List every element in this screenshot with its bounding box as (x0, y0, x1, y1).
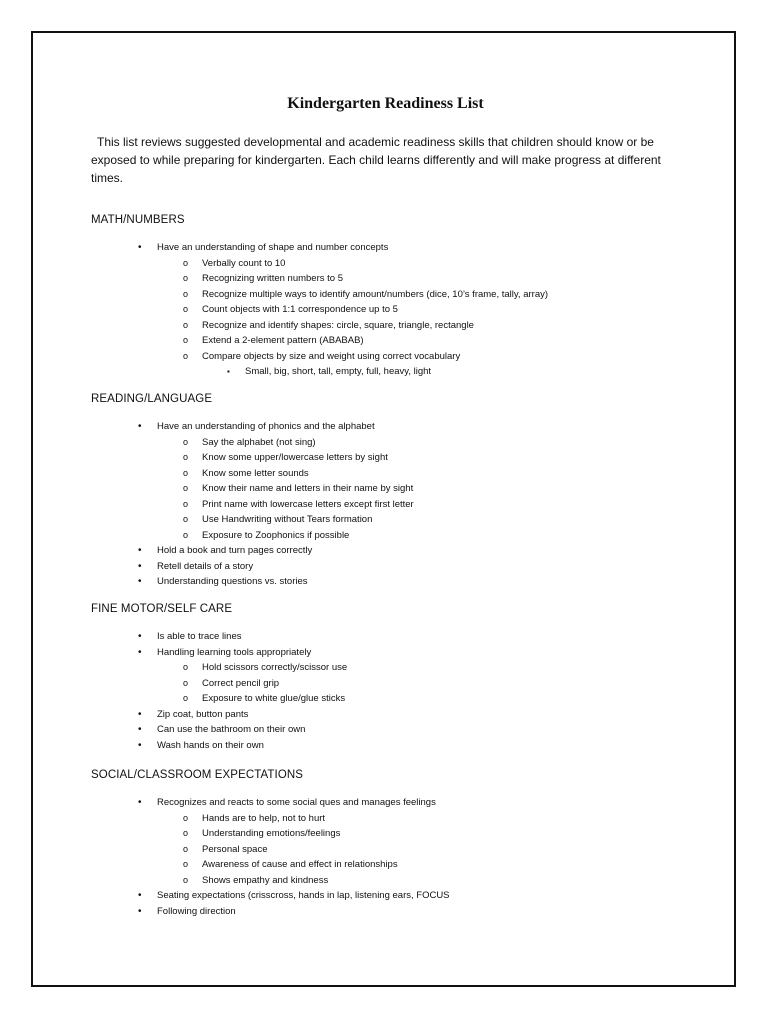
circle-bullet-icon: o (183, 436, 189, 447)
bullet-icon: • (138, 242, 142, 253)
list-item (138, 740, 264, 751)
bullet-icon: • (138, 576, 142, 587)
circle-bullet-icon: o (183, 812, 189, 823)
list-item (183, 514, 372, 525)
list-item (138, 647, 311, 658)
bullet-icon: • (138, 739, 142, 751)
list-item-text: Know their name and letters in their name by sight (202, 483, 414, 494)
list-item-text: Exposure to Zoophonics if possible (202, 529, 350, 541)
list-item-text: Extend a 2-element pattern (ABABAB) (202, 335, 364, 346)
list-item (183, 468, 309, 479)
list-item-text: Exposure to white glue/glue sticks (202, 693, 346, 704)
circle-bullet-icon: o (183, 257, 189, 268)
list-item-text: Recognizing written numbers to 5 (202, 273, 343, 284)
circle-bullet-icon: o (183, 677, 189, 688)
bullet-icon: • (138, 890, 142, 901)
bullet-icon: • (138, 560, 142, 572)
list-item (138, 421, 375, 432)
list-item-text: Hold a book and turn pages correctly (157, 545, 313, 556)
circle-bullet-icon: o (183, 662, 189, 672)
list-item (138, 242, 388, 253)
list-item (183, 452, 388, 463)
circle-bullet-icon: o (183, 529, 189, 540)
list-item-text: Understanding questions vs. stories (157, 576, 308, 587)
list-item-text: Have an understanding of phonics and the alphabet (157, 421, 375, 432)
list-item (227, 366, 431, 377)
list-item (183, 289, 548, 300)
circle-bullet-icon: o (183, 874, 189, 885)
list-item-text: Count objects with 1:1 correspondence up to 5 (202, 304, 398, 315)
list-item-text: Say the alphabet (not sing) (202, 436, 316, 448)
list-item (183, 483, 413, 494)
list-item (183, 335, 364, 346)
circle-bullet-icon: o (183, 350, 189, 361)
list-item-text: Recognize multiple ways to identify amount/numbers (dice, 10’s frame, tally, array) (202, 288, 549, 300)
list-item-text: Recognize and identify shapes: circle, square, triangle, rectangle (202, 319, 474, 331)
list-item (183, 320, 474, 331)
list-item (183, 678, 279, 689)
list-item (183, 813, 325, 824)
list-item (183, 875, 328, 886)
list-item-text: Use Handwriting without Tears formation (202, 514, 373, 525)
section-heading: SOCIAL/CLASSROOM EXPECTATIONS (91, 769, 304, 781)
circle-bullet-icon: o (183, 843, 189, 854)
list-item (138, 890, 450, 901)
section-heading: MATH/NUMBERS (91, 214, 185, 226)
list-item (183, 499, 414, 510)
list-item (138, 561, 253, 572)
bullet-icon: • (138, 797, 142, 808)
list-item-text: Recognizes and reacts to some social ques and manages feelings (157, 797, 436, 808)
circle-bullet-icon: o (183, 288, 189, 299)
bullet-icon: • (138, 421, 142, 432)
list-item-text: Correct pencil grip (202, 677, 280, 689)
list-item-text: Following direction (157, 905, 236, 917)
list-item (183, 273, 343, 284)
section-heading: FINE MOTOR/SELF CARE (91, 603, 233, 615)
list-item-text: Know some letter sounds (202, 467, 309, 479)
square-bullet-icon: ▪ (227, 367, 230, 376)
circle-bullet-icon: o (183, 693, 189, 703)
list-item (183, 828, 340, 839)
list-item-text: Can use the bathroom on their own (157, 724, 306, 735)
list-item-text: Have an understanding of shape and number concepts (157, 242, 389, 253)
bullet-icon: • (138, 545, 142, 556)
list-item (183, 258, 285, 269)
circle-bullet-icon: o (183, 498, 189, 509)
list-item-text: Retell details of a story (157, 560, 254, 572)
circle-bullet-icon: o (183, 273, 189, 283)
list-item-text: Shows empathy and kindness (202, 874, 329, 886)
list-item (183, 859, 398, 870)
list-item (183, 844, 267, 855)
list-item (183, 304, 398, 315)
list-item-text: Understanding emotions/feelings (202, 828, 341, 839)
list-item (138, 709, 248, 720)
list-item-text: Zip coat, button pants (157, 708, 249, 720)
list-item (183, 351, 460, 362)
list-item (183, 530, 349, 541)
list-item-text: Verbally count to 10 (202, 257, 286, 269)
list-item (138, 797, 436, 808)
bullet-icon: • (138, 708, 142, 720)
list-item (183, 437, 316, 448)
circle-bullet-icon: o (183, 483, 189, 493)
document-page (31, 31, 736, 987)
circle-bullet-icon: o (183, 304, 189, 314)
list-item-text: Small, big, short, tall, empty, full, heavy, light (245, 366, 432, 377)
list-item-text: Seating expectations (crisscross, hands in lap, listening ears, FOCUS (157, 890, 450, 901)
list-item (183, 693, 345, 704)
circle-bullet-icon: o (183, 828, 189, 838)
list-item-text: Hands are to help, not to hurt (202, 812, 326, 824)
list-item-text: Print name with lowercase letters except first letter (202, 498, 414, 510)
list-item-text: Awareness of cause and effect in relationships (202, 859, 398, 870)
list-item-text: Compare objects by size and weight using correct vocabulary (202, 350, 461, 362)
list-item (138, 724, 305, 735)
circle-bullet-icon: o (183, 319, 189, 330)
bullet-icon: • (138, 646, 142, 658)
circle-bullet-icon: o (183, 859, 189, 869)
list-item-text: Wash hands on their own (157, 739, 264, 751)
list-item-text: Hold scissors correctly/scissor use (202, 662, 348, 673)
list-item-text: Personal space (202, 843, 268, 855)
bullet-icon: • (138, 631, 142, 642)
page-title: Kindergarten Readiness List (287, 95, 484, 112)
circle-bullet-icon: o (183, 514, 189, 524)
list-item-text: Is able to trace lines (157, 631, 242, 642)
circle-bullet-icon: o (183, 452, 189, 462)
circle-bullet-icon: o (183, 467, 189, 478)
list-item-text: Handling learning tools appropriately (157, 646, 312, 658)
intro-paragraph: This list reviews suggested developmental and academic readiness skills that children should know or be exposed to while preparing for kindergarten. Each child learns differently and will make progress at different times. (91, 135, 661, 185)
bullet-icon: • (138, 724, 142, 735)
list-item (138, 545, 312, 556)
list-item (138, 906, 236, 917)
list-item (138, 576, 308, 587)
bullet-icon: • (138, 905, 142, 917)
list-item (138, 631, 242, 642)
list-item (183, 662, 347, 673)
circle-bullet-icon: o (183, 335, 189, 345)
list-item-text: Know some upper/lowercase letters by sight (202, 452, 388, 463)
section-heading: READING/LANGUAGE (91, 393, 213, 405)
